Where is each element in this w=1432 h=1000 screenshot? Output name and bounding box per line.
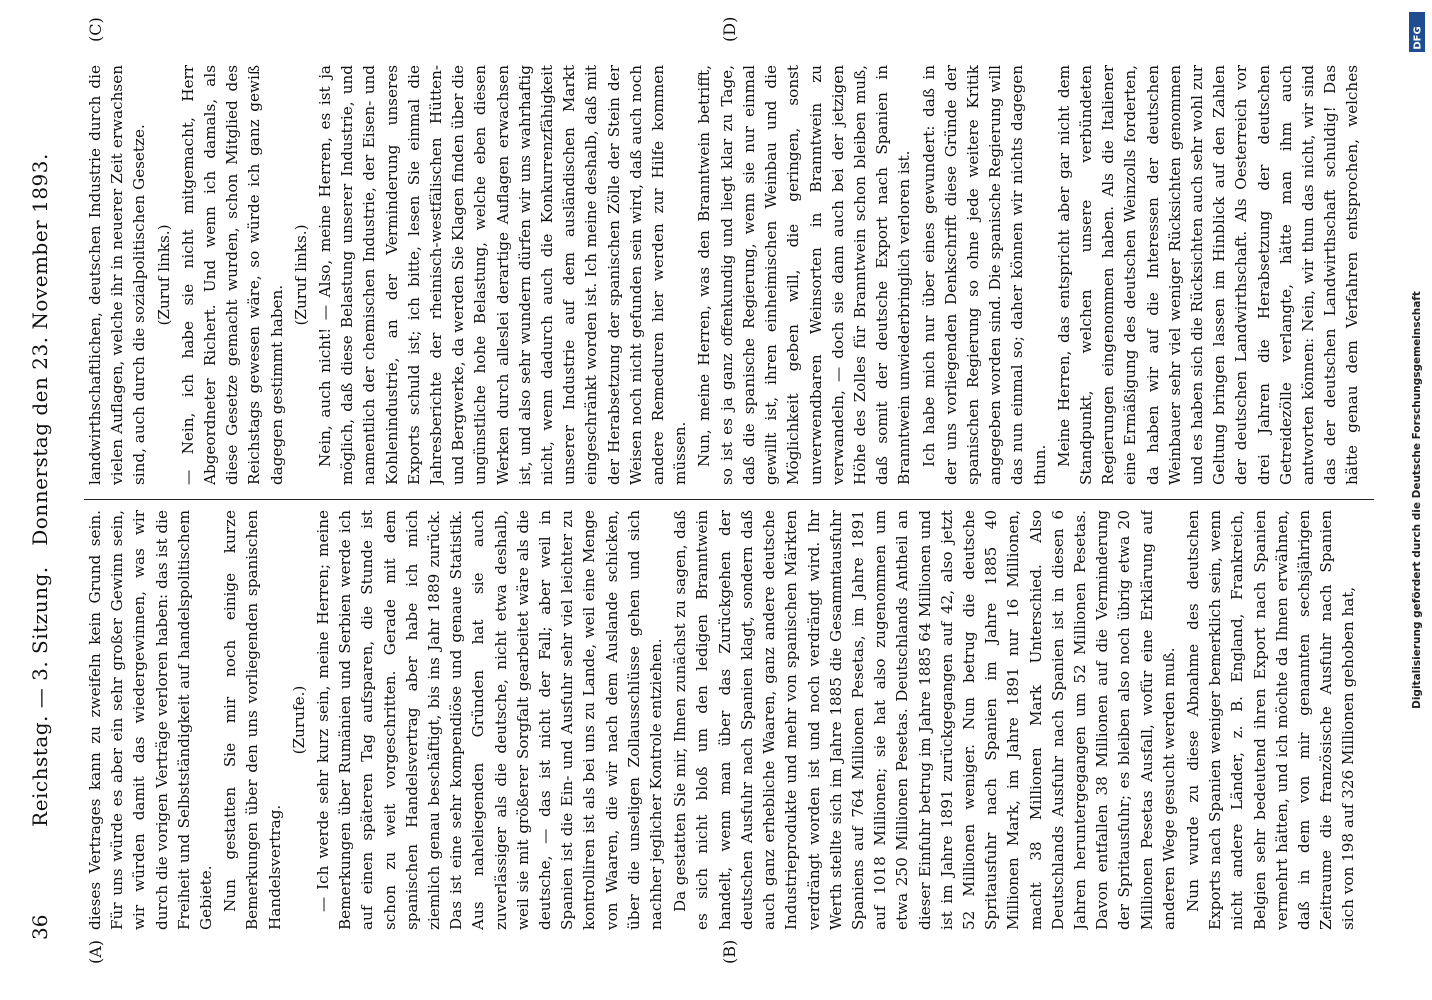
paragraph: Da gestatten Sie mir, Ihnen zunächst zu sagen, daß es sich nicht bloß um den ledigen Branntwein handelt, wenn man über das Zurückgehen der deutschen Ausfuhr nach Spanien klagt, sondern daß auch ganz erhebliche Waaren, ganz andere deutsche Industrieprodukte und mehr von spanischen Märkten verdrängt worden ist und noch verdrängt wird. Ihr Werth stellte sich im Jahre 1885 die Gesammtausfuhr Spaniens auf 764 Millionen Pesetas, im Jahre 1891 auf 1018 Millionen; sie hat also zugenommen um etwa 250 Millionen Pesetas. Deutschlands Antheil an dieser Einfuhr betrug im Jahre 1885 64 Millionen und ist im Jahre 1891 zurückgegangen auf 42, also jetzt 52 Millionen weniger. Nun betrug die deutsche Spritausfuhr nach Spanien im Jahre 1885 40 Millionen Mark, im Jahre 1891 nur 16 Millionen, macht 38 Millionen Mark Unterschied. Also Deutschlands Ausfuhr nach Spanien ist in diesen 6 Jahren heruntergegangen um 52 Millionen Pesetas. Davon entfallen 38 Millionen auf die Verminderung der Spritausfuhr; es bleiben also noch übrig etwa 20 Millionen Pesetas Ausfall, wofür eine Erklärung auf anderen Wege gesucht werden muß. [671, 510, 1178, 930]
dfg-watermark [1408, 6, 1426, 994]
header-session [28, 40, 52, 940]
margin-marker-c: (C) [86, 17, 105, 42]
margin-marker-b: (B) [720, 939, 739, 964]
paragraph: — Ich werde sehr kurz sein, meine Herren; meine Bemerkungen über Rumänien und Serbien werde ich auf einen späteren Tag aufsparen, die Stunde ist schon zu weit vorgeschritten. Gerade mit dem spanischen Handelsvertrag aber habe ich mich ziemlich genau beschäftigt, bis ins Jahr 1889 zurück. Das ist eine sehr kompendiöse und genaue Statistik. Aus naheliegenden Gründen hat sie auch zuverlässiger als die deutsche, nicht etwa deshalb, weil sie mit größerer Sorgfalt gearbeitet wäre als die deutsche, — das ist nicht der Fall; aber weil in Spanien ist die Ein- und Ausfuhr sehr viel leichter zu kontrolliren ist als bei uns zu Lande, weil eine Menge von Waaren, die wir nach dem Auslande schicken, über die unseligen Zollausschlüsse gehen und sich nachher jeglicher Kontrole entziehen. [314, 510, 666, 930]
paragraph: Ich habe mich nur über eines gewundert: daß in der uns vorliegenden Denkschrift diese Gründe der spanischen Regierung so ohne jede weitere Kritik angegeben worden sind. Die spanische Regierung will das nun einmal so; daher können wir nichts dagegen thun. [919, 65, 1049, 485]
margin-marker-a: (A) [86, 939, 105, 964]
paragraph: Meine Herren, das entspricht aber gar nicht dem Standpunkt, welchen unsere verbündeten Regierungen eingenommen haben. Als die Italiener eine Ermäßigung des deutschen Weinzolls forderten, da haben wir auf die Interessen der deutschen Weinbauer sehr viel weniger Rücksichten genommen und es haben sich die Rücksichten auch sehr wohl zur Geltung bringen lassen im Hinblick auf den Zahlen der deutschen Landwirthschaft. Als Oesterreich vor drei Jahren die Herabsetzung der deutschen Getreidezölle verlangte, hätte man ihm auch antworten können: Nein, wir thun das nicht, wir sind das der deutschen Landwirthschaft schuldig! Das hätte genau dem Verfahren entsprochen, welches [1054, 65, 1362, 485]
page-number: 36 [28, 914, 52, 940]
dfg-logo-label: DFG [1412, 26, 1424, 50]
paragraph: Nun gestatten Sie mir noch einige kurze Bemerkungen über den uns vorliegenden spanischen Handelsvertrag. [221, 510, 284, 930]
paragraph: landwirthschaftlichen, deutschen Industrie durch die vielen Auflagen, welche ihr in neuerer Zeit erwachsen sind, auch durch die sozialpolitischen Gesetze. [86, 65, 149, 485]
header-date: Donnerstag den 23. November 1893. [28, 153, 52, 546]
paragraph: Nun, meine Herren, was den Branntwein betrifft, so ist es ja ganz offenkundig und liegt klar zu Tage, daß die spanische Regierung, wenn sie nur einmal gewillt ist, ihren einheimischen Weinbau und die Möglichkeit geben will, die geringen, sonst unverwendbaren Weinsorten in Branntwein zu verwandeln, — doch sie dann auch bei der jetzigen Höhe des Zolles für Branntwein schon bleiben muß, daß somit der deutsche Export nach Spanien in Branntwein unwiederbringlich verloren ist. [695, 65, 914, 485]
left-text-column [84, 510, 1364, 930]
page-header [28, 40, 68, 940]
interjection [1362, 510, 1364, 930]
paragraph: Nun wurde zu diese Abnahme des deutschen Exports nach Spanien weniger bemerklich sein, wenn nicht andere Länder, z. B. England, Frankreich, Belgien sehr bedeutend ihren Export nach Spanien vermehrt hätten, und ich möchte da Ihnen erwähnen, daß in dem von mir genannten sechsjährigen Zeitraume die französische Ausfuhr nach Spanien sich von 198 auf 326 Millionen gehoben hat, [1183, 510, 1358, 930]
header-session-text: Reichstag. — 3. Sitzung. [28, 566, 52, 827]
margin-marker-d: (D) [720, 16, 739, 42]
column-divider [84, 499, 1374, 500]
paragraph: — Nein, ich habe sie nicht mitgemacht, Herr Abgeordneter Richert. Und wenn ich damals, als diese Gesetze gemacht wurden, schon Mitglied des Reichstags gewesen wäre, so würde ich ganz gewiß dagegen gestimmt haben. [178, 65, 286, 485]
interjection: (Zuruf links.) [291, 224, 310, 326]
paragraph: Nein, auch nicht! — Also, meine Herren, es ist ja möglich, daß diese Belastung unserer Industrie, und namentlich der chemischen Industrie, der Eisen- und Kohlenindustrie, an der Verminderung unseres Exports schuld ist; ich bitte, lesen Sie einmal die Jahresberichte der rheinisch-westfälischen Hütten- und Bergwerke, da werden Sie Klagen finden über die ungünstliche hohe Belastung, welche eben diesen Werken durch alleslei derartige Auflagen erwachsen ist, und also sehr wundern dürfen wir uns wahrhaftig nicht, wenn dadurch auch die Konkurrenzfähigkeit unserer Industrie auf dem ausländischen Markt eingeschränkt worden ist. Ich meine deshalb, daß mit der Herabsetzung der spanischen Zölle der Stein der Weisen noch nicht gefunden sein wird, daß auch noch andere Remeduren hier werden zur Hilfe kommen müssen. [316, 65, 690, 485]
paragraph: dieses Vertrages kann zu zweifeln kein Grund sein. Für uns würde es aber ein sehr großer Gewinn sein, wir würden damit das wiedergewinnen, was wir durch die vorigen Verträge verloren haben: das ist die Freiheit und Selbstständigkeit auf handelspolitischem Gebiete. [86, 510, 216, 930]
dfg-logo-icon [1409, 12, 1425, 52]
interjection: (Zuruf links.) [154, 224, 173, 326]
right-text-column [84, 65, 1364, 485]
interjection: (Zurufe.) [289, 685, 308, 755]
watermark-text: Digitalisierung gefördert durch die Deutsche Forschungsgemeinschaft [1411, 291, 1423, 709]
